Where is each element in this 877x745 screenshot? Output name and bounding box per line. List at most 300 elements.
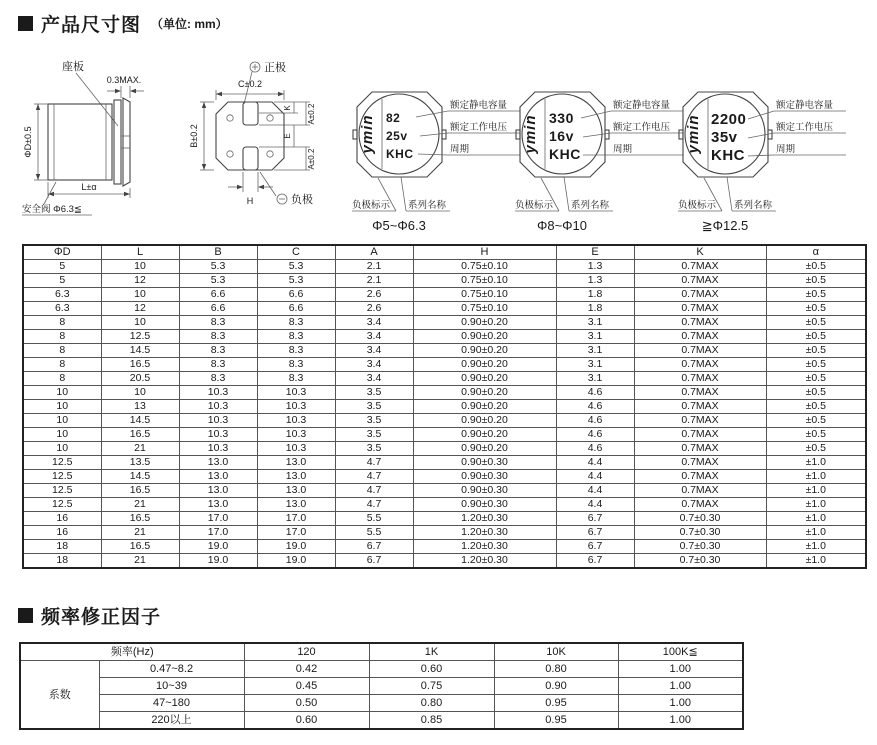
legend-negative-mark: 负极标示 — [515, 200, 554, 211]
table-cell: 0.90±0.30 — [413, 484, 556, 498]
table-cell: 8.3 — [179, 358, 257, 372]
legend-negative-mark: 负极标示 — [678, 200, 717, 211]
legend-series-name: 系列名称 — [408, 200, 447, 211]
table-row — [23, 330, 866, 344]
table-cell: 0.50 — [244, 695, 369, 712]
table-cell: 10.3 — [179, 442, 257, 456]
table-cell: 17.0 — [257, 512, 335, 526]
table-cell: 5 — [23, 260, 101, 274]
table-cell: 10.3 — [179, 400, 257, 414]
table-cell: 13.0 — [179, 484, 257, 498]
table-cell: 13.0 — [179, 470, 257, 484]
marking-diagram-medium — [515, 84, 690, 236]
table-cell: 8.3 — [179, 316, 257, 330]
legend-voltage: 额定工作电压 — [450, 122, 508, 133]
section-bullet-icon — [18, 16, 33, 31]
table-row — [23, 358, 866, 372]
frequency-table — [19, 642, 744, 730]
table-cell: ±0.5 — [766, 288, 866, 302]
table-cell: 8.3 — [257, 316, 335, 330]
table-cell: 16.5 — [101, 512, 179, 526]
col-header-d: ΦD — [23, 245, 101, 260]
table-cell: 0.95 — [494, 712, 618, 730]
table-cell: 0.60 — [244, 712, 369, 730]
table-cell: 1.20±0.30 — [413, 540, 556, 554]
table-cell: 5.3 — [257, 260, 335, 274]
table-cell: 0.7MAX — [634, 400, 766, 414]
table-cell: ±0.5 — [766, 428, 866, 442]
table-cell: 10 — [101, 386, 179, 400]
table-cell: 1.3 — [556, 260, 634, 274]
table-cell: 16.5 — [101, 484, 179, 498]
legend-capacitance: 额定静电容量 — [776, 100, 834, 111]
table-row — [20, 678, 743, 695]
table-cell: ±0.5 — [766, 274, 866, 288]
table-cell: 10 — [23, 414, 101, 428]
section-title-frequency — [18, 602, 161, 629]
table-cell: 2.6 — [335, 288, 413, 302]
table-row — [20, 695, 743, 712]
freq-col-120: 120 — [244, 643, 369, 661]
table-cell: 16.5 — [101, 428, 179, 442]
table-cell: 1.20±0.30 — [413, 512, 556, 526]
table-cell: 3.1 — [556, 372, 634, 386]
table-cell: 10 — [23, 428, 101, 442]
table-cell: 6.6 — [257, 288, 335, 302]
positive-pad — [243, 102, 258, 125]
table-cell: 1.3 — [556, 274, 634, 288]
table-cell: 6.3 — [23, 302, 101, 316]
table-cell: 6.6 — [257, 302, 335, 316]
table-cell: 19.0 — [257, 540, 335, 554]
table-cell: 3.1 — [556, 330, 634, 344]
table-cell: 1.8 — [556, 288, 634, 302]
table-cell: 0.90±0.20 — [413, 358, 556, 372]
table-cell: 13.0 — [257, 484, 335, 498]
table-cell: ±1.0 — [766, 526, 866, 540]
table-cell: ±1.0 — [766, 470, 866, 484]
legend-series-name: 系列名称 — [734, 200, 773, 211]
table-cell: 4.7 — [335, 456, 413, 470]
table-cell: 0.7MAX — [634, 372, 766, 386]
table-cell: 3.5 — [335, 400, 413, 414]
table-cell: ±0.5 — [766, 358, 866, 372]
table-cell: 13.0 — [257, 456, 335, 470]
table-row — [23, 414, 866, 428]
dimension-table-body — [23, 260, 866, 569]
table-cell: 14.5 — [101, 344, 179, 358]
table-cell: ±1.0 — [766, 512, 866, 526]
marking-diagram-small — [352, 84, 527, 236]
table-cell: 3.5 — [335, 442, 413, 456]
table-cell: ±1.0 — [766, 484, 866, 498]
table-cell: 3.4 — [335, 344, 413, 358]
table-cell: ±0.5 — [766, 344, 866, 358]
table-cell: 4.7 — [335, 498, 413, 512]
table-cell: ±1.0 — [766, 456, 866, 470]
table-cell: 13 — [101, 400, 179, 414]
table-cell: 12.5 — [23, 498, 101, 512]
section-bullet-icon — [18, 608, 33, 623]
table-cell: 220以上 — [99, 712, 244, 730]
table-row — [23, 512, 866, 526]
freq-header-cell: 频率(Hz) — [20, 643, 244, 661]
table-cell: 0.42 — [244, 661, 369, 678]
table-cell: 12.5 — [23, 456, 101, 470]
h-dim-label: H — [246, 196, 254, 206]
table-cell: ±1.0 — [766, 540, 866, 554]
table-cell: 8.3 — [257, 358, 335, 372]
table-cell: 12 — [101, 302, 179, 316]
table-cell: 4.4 — [556, 484, 634, 498]
marking-diagram-large — [678, 84, 853, 236]
table-cell: 1.20±0.30 — [413, 554, 556, 569]
table-cell: 18 — [23, 540, 101, 554]
table-cell: 16.5 — [101, 358, 179, 372]
table-cell: 19.0 — [179, 554, 257, 569]
table-cell: 5.3 — [179, 260, 257, 274]
table-row — [23, 498, 866, 512]
table-cell: 4.7 — [335, 470, 413, 484]
table-cell: 0.75±0.10 — [413, 288, 556, 302]
table-cell: 0.90±0.20 — [413, 428, 556, 442]
marking-voltage: 16v — [549, 128, 574, 144]
table-cell: 8.3 — [179, 372, 257, 386]
a-dim-label-bottom: A±0.2 — [307, 148, 316, 170]
table-cell: 10.3 — [179, 428, 257, 442]
table-cell: 0.90±0.20 — [413, 442, 556, 456]
table-cell: 10 — [23, 442, 101, 456]
safety-valve-label: 安全阀 Φ6.3≦ — [22, 204, 82, 215]
table-cell: ±0.5 — [766, 316, 866, 330]
table-cell: 10 — [23, 386, 101, 400]
seat-plate-label: 座板 — [62, 61, 84, 73]
table-row — [23, 428, 866, 442]
marking-series: KHC — [711, 147, 745, 164]
table-cell: 12 — [101, 274, 179, 288]
table-row — [23, 470, 866, 484]
table-cell: ±0.5 — [766, 372, 866, 386]
table-cell: 0.90±0.20 — [413, 344, 556, 358]
marking-series: KHC — [386, 147, 414, 161]
table-cell: 0.90±0.20 — [413, 386, 556, 400]
table-cell: ±1.0 — [766, 498, 866, 512]
e-dim-label: E — [283, 133, 292, 139]
table-cell: 0.7MAX — [634, 386, 766, 400]
table-cell: 0.95 — [494, 695, 618, 712]
table-cell: 3.1 — [556, 344, 634, 358]
frequency-table-header-row — [20, 643, 743, 661]
table-cell: 12.5 — [23, 470, 101, 484]
capacitor-body — [48, 104, 112, 180]
legend-negative-mark: 负极标示 — [352, 200, 391, 211]
table-cell: 10.3 — [257, 442, 335, 456]
table-cell: 12.5 — [101, 330, 179, 344]
table-cell: 0.90±0.20 — [413, 330, 556, 344]
freq-col-100k: 100K≦ — [618, 643, 743, 661]
table-cell: 12.5 — [23, 484, 101, 498]
table-cell: ±0.5 — [766, 400, 866, 414]
table-row — [23, 386, 866, 400]
table-cell: 0.80 — [494, 661, 618, 678]
table-row — [23, 442, 866, 456]
table-cell: 0.7±0.30 — [634, 554, 766, 569]
table-cell: 3.1 — [556, 358, 634, 372]
table-cell: 3.4 — [335, 358, 413, 372]
table-cell: 6.7 — [335, 554, 413, 569]
table-cell: 0.7MAX — [634, 470, 766, 484]
table-cell: 5.3 — [257, 274, 335, 288]
table-cell: 8.3 — [257, 344, 335, 358]
side-view-drawing — [20, 56, 190, 218]
table-cell: 3.4 — [335, 330, 413, 344]
table-cell: 4.4 — [556, 456, 634, 470]
table-cell: 5.5 — [335, 512, 413, 526]
table-cell: ±0.5 — [766, 302, 866, 316]
legend-series-name: 系列名称 — [571, 200, 610, 211]
table-cell: 0.7MAX — [634, 428, 766, 442]
col-header-e: E — [556, 245, 634, 260]
table-cell: 0.7MAX — [634, 484, 766, 498]
table-cell: 6.7 — [556, 526, 634, 540]
table-cell: ±0.5 — [766, 386, 866, 400]
table-cell: 1.8 — [556, 302, 634, 316]
table-cell: 6.7 — [556, 540, 634, 554]
table-cell: 0.85 — [369, 712, 494, 730]
table-row — [23, 456, 866, 470]
table-cell: 0.80 — [369, 695, 494, 712]
table-cell: 4.6 — [556, 428, 634, 442]
table-cell: 16 — [23, 512, 101, 526]
table-cell: 21 — [101, 554, 179, 569]
table-cell: 17.0 — [179, 526, 257, 540]
marking-capacitance: 2200 — [711, 111, 747, 128]
marking-voltage: 35v — [711, 129, 738, 146]
table-cell: 19.0 — [257, 554, 335, 569]
table-cell: 13.0 — [257, 498, 335, 512]
table-cell: 19.0 — [179, 540, 257, 554]
table-cell: 8.3 — [179, 344, 257, 358]
table-cell: 0.47~8.2 — [99, 661, 244, 678]
table-cell: 1.20±0.30 — [413, 526, 556, 540]
size-range-caption: Φ8~Φ10 — [536, 218, 588, 233]
table-cell: 10.3 — [179, 386, 257, 400]
table-cell: 4.6 — [556, 386, 634, 400]
seat-plate-outline — [216, 102, 284, 170]
a-dim-label-top: A±0.2 — [307, 103, 316, 125]
table-cell: 0.90±0.30 — [413, 456, 556, 470]
table-cell: ±0.5 — [766, 260, 866, 274]
table-cell: 4.4 — [556, 498, 634, 512]
table-cell: 6.7 — [335, 540, 413, 554]
marking-capacitance: 330 — [549, 110, 574, 126]
table-cell: ±0.5 — [766, 442, 866, 456]
table-cell: 3.4 — [335, 372, 413, 386]
table-cell: 4.4 — [556, 470, 634, 484]
table-cell: 10 — [101, 316, 179, 330]
positive-pole-label: 正极 — [264, 62, 286, 74]
table-cell: 10.3 — [257, 386, 335, 400]
table-cell: 0.90±0.20 — [413, 372, 556, 386]
page-title-unit: （单位: mm） — [151, 17, 228, 31]
table-row — [23, 316, 866, 330]
table-cell: 10 — [101, 260, 179, 274]
table-cell: 6.6 — [179, 288, 257, 302]
brand-logo: ymin — [522, 114, 539, 154]
table-cell: 0.7MAX — [634, 456, 766, 470]
table-cell: 0.90±0.20 — [413, 400, 556, 414]
table-cell: 4.6 — [556, 414, 634, 428]
freq-col-1k: 1K — [369, 643, 494, 661]
table-cell: 16.5 — [101, 540, 179, 554]
table-row — [23, 274, 866, 288]
table-cell: 5.3 — [179, 274, 257, 288]
table-cell: 0.7MAX — [634, 498, 766, 512]
table-cell: 10 — [23, 400, 101, 414]
size-range-caption: Φ5~Φ6.3 — [372, 218, 426, 233]
col-header-alpha: α — [766, 245, 866, 260]
table-cell: 13.0 — [179, 456, 257, 470]
table-cell: 18 — [23, 554, 101, 569]
table-cell: 6.3 — [23, 288, 101, 302]
table-cell: 2.1 — [335, 274, 413, 288]
table-row — [23, 540, 866, 554]
freq-col-10k: 10K — [494, 643, 618, 661]
section-title-dimensions — [18, 10, 228, 37]
table-cell: 0.90±0.20 — [413, 414, 556, 428]
c-dim-label: C±0.2 — [238, 79, 262, 89]
table-cell: 4.6 — [556, 442, 634, 456]
table-cell: 21 — [101, 498, 179, 512]
table-cell: 3.5 — [335, 428, 413, 442]
table-cell: 17.0 — [179, 512, 257, 526]
table-cell: 1.00 — [618, 695, 743, 712]
table-cell: 0.7MAX — [634, 302, 766, 316]
table-cell: 0.7MAX — [634, 260, 766, 274]
table-cell: 0.7MAX — [634, 442, 766, 456]
size-range-caption: ≧Φ12.5 — [701, 218, 749, 233]
legend-capacitance: 额定静电容量 — [613, 100, 671, 111]
legend-period: 周期 — [776, 144, 796, 155]
table-cell: 3.5 — [335, 414, 413, 428]
table-cell: ±0.5 — [766, 414, 866, 428]
table-row — [20, 712, 743, 730]
table-cell: 10 — [101, 288, 179, 302]
table-cell: 0.7MAX — [634, 288, 766, 302]
table-cell: 1.00 — [618, 678, 743, 695]
bottom-view-drawing — [189, 56, 357, 218]
col-header-k: K — [634, 245, 766, 260]
table-cell: 0.7MAX — [634, 316, 766, 330]
negative-pad — [243, 147, 258, 170]
table-cell: 10.3 — [257, 414, 335, 428]
brand-logo: ymin — [359, 114, 376, 154]
table-cell: 3.5 — [335, 386, 413, 400]
length-dim-label: L±α — [81, 182, 97, 192]
col-header-l: L — [101, 245, 179, 260]
table-row — [23, 526, 866, 540]
table-cell: 10.3 — [257, 428, 335, 442]
marking-series: KHC — [549, 146, 581, 162]
table-cell: 0.75±0.10 — [413, 274, 556, 288]
table-row — [20, 661, 743, 678]
table-cell: 0.45 — [244, 678, 369, 695]
table-cell: 13.5 — [101, 456, 179, 470]
legend-voltage: 额定工作电压 — [776, 122, 834, 133]
table-cell: 8 — [23, 344, 101, 358]
table-cell: 0.90±0.30 — [413, 470, 556, 484]
table-cell: 3.4 — [335, 316, 413, 330]
table-cell: 10.3 — [179, 414, 257, 428]
table-cell: 20.5 — [101, 372, 179, 386]
table-cell: 6.7 — [556, 512, 634, 526]
table-cell: 8 — [23, 358, 101, 372]
negative-pole-label: 负极 — [291, 194, 313, 206]
table-cell: 8 — [23, 316, 101, 330]
table-cell: 6.6 — [179, 302, 257, 316]
brand-logo: ymin — [685, 114, 702, 154]
table-cell: 0.90 — [494, 678, 618, 695]
legend-capacitance: 额定静电容量 — [450, 100, 508, 111]
table-cell: 0.90±0.20 — [413, 316, 556, 330]
table-cell: 47~180 — [99, 695, 244, 712]
dimension-table — [22, 244, 867, 569]
table-cell: 0.7MAX — [634, 414, 766, 428]
table-cell: 0.60 — [369, 661, 494, 678]
marking-voltage: 25v — [386, 129, 408, 143]
table-cell: 8.3 — [179, 330, 257, 344]
legend-period: 周期 — [450, 144, 470, 155]
table-cell: 0.7MAX — [634, 274, 766, 288]
table-cell: 14.5 — [101, 470, 179, 484]
table-row — [23, 554, 866, 569]
table-cell: 2.6 — [335, 302, 413, 316]
table-row — [23, 302, 866, 316]
marking-capacitance: 82 — [386, 111, 401, 125]
table-cell: 0.90±0.30 — [413, 498, 556, 512]
table-cell: 21 — [101, 526, 179, 540]
table-cell: 0.7MAX — [634, 358, 766, 372]
col-header-a: A — [335, 245, 413, 260]
table-cell: 1.00 — [618, 712, 743, 730]
table-cell: 5.5 — [335, 526, 413, 540]
table-cell: 0.7±0.30 — [634, 526, 766, 540]
table-row — [23, 484, 866, 498]
table-cell: 0.7MAX — [634, 330, 766, 344]
table-cell: 5 — [23, 274, 101, 288]
table-cell: 8 — [23, 372, 101, 386]
page-title: 产品尺寸图 — [41, 15, 142, 36]
table-cell: 13.0 — [257, 470, 335, 484]
table-cell: 0.7±0.30 — [634, 512, 766, 526]
table-cell: 4.6 — [556, 400, 634, 414]
table-cell: 8 — [23, 330, 101, 344]
table-cell: 14.5 — [101, 414, 179, 428]
legend-voltage: 额定工作电压 — [613, 122, 671, 133]
seat-plate — [114, 100, 121, 184]
col-header-b: B — [179, 245, 257, 260]
table-cell: 8.3 — [257, 330, 335, 344]
table-row — [23, 344, 866, 358]
table-cell: 6.7 — [556, 554, 634, 569]
table-row — [23, 288, 866, 302]
table-cell: 8.3 — [257, 372, 335, 386]
table-cell: 10.3 — [257, 400, 335, 414]
col-header-c: C — [257, 245, 335, 260]
table-cell: 0.7MAX — [634, 344, 766, 358]
table-row — [23, 400, 866, 414]
table-cell: 0.75±0.10 — [413, 302, 556, 316]
